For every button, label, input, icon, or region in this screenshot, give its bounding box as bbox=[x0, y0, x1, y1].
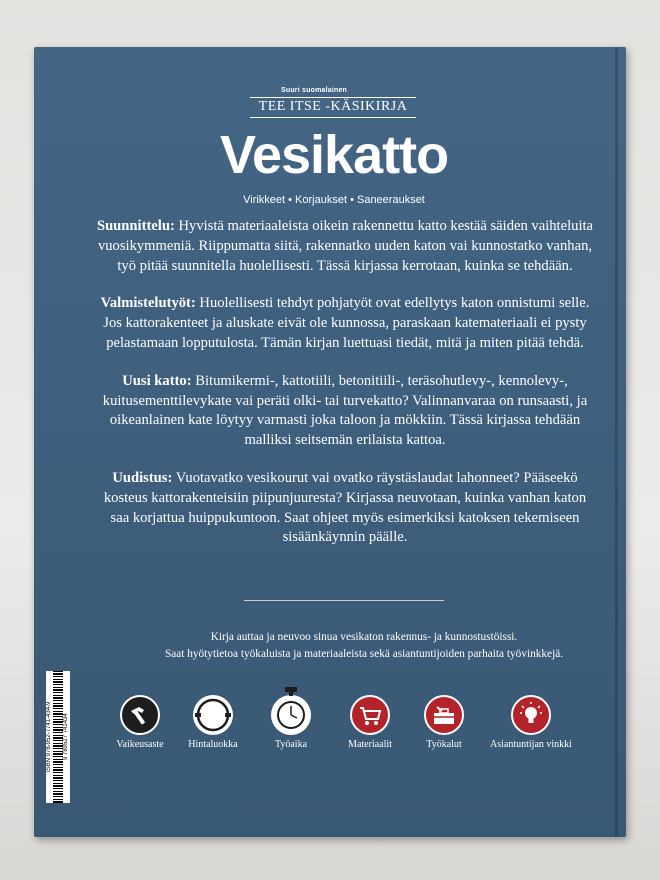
hammer-icon bbox=[120, 695, 160, 735]
barcode-bars bbox=[53, 671, 63, 803]
supertitle: Suuri suomalainen bbox=[280, 87, 348, 94]
divider bbox=[244, 600, 444, 601]
legend-item-hintaluokka bbox=[168, 695, 258, 750]
shopping-cart-icon bbox=[350, 695, 390, 735]
description-sections bbox=[96, 217, 594, 566]
section-heading: Suunnittelu: bbox=[96, 218, 175, 234]
section-valmistelutyot bbox=[96, 294, 594, 353]
legend-label: Työaika bbox=[274, 739, 308, 750]
book-back-cover bbox=[34, 47, 626, 837]
spine-edge bbox=[615, 47, 618, 837]
series-rule-top bbox=[250, 97, 416, 98]
section-suunnittelu bbox=[96, 217, 594, 276]
legend-icons bbox=[96, 695, 596, 755]
section-text: Huolellisesti tehdyt pohjatyöt ovat edellytys katon onnistumi selle. Jos kattorakenteet ja aluskate eivät ole kunnossa, paraskaan katemateriaali ei pysty pelastamaan lopputulosta. Tämän kirjan luettuasi tiedät, mitä ja miten pitää tehdä. bbox=[103, 295, 590, 351]
section-heading: Uudistus: bbox=[112, 469, 173, 486]
section-heading: Uusi katto: bbox=[122, 372, 192, 389]
legend-item-tyoaika bbox=[246, 695, 336, 750]
section-text: Bitumikermi-, kattotiili, betonitiili-, teräsohutlevy-, kennolevy-, kuitusementtilevykate vai peräti olki- tai turvekatto? Valinnanvaraa on runsaasti, ja oikeanlainen kate löytyy varmasti joka taloon ja mökkiin. Tässä kirjassa tehdään malliksi seitsemän erilaista kattoa. bbox=[102, 372, 588, 449]
intro-line-1: Kirja auttaa ja neuvoo sinua vesikaton rakennus- ja kunnostustöissi. bbox=[210, 631, 518, 643]
intro-text bbox=[144, 629, 584, 663]
legend-label: Asiantuntijan vinkki bbox=[490, 739, 572, 750]
legend-item-tyokalut bbox=[399, 695, 489, 750]
lightbulb-icon bbox=[511, 695, 551, 735]
book-subtitle: Virikkeet • Korjaukset • Saneeraukset bbox=[243, 194, 425, 206]
legend-label: Vaikeusaste bbox=[116, 739, 164, 750]
legend-item-asiantuntijan-vinkki bbox=[486, 695, 576, 750]
isbn-text: ISBN 978-952-7741-434-9 bbox=[46, 701, 52, 773]
barcode-number: 9 789527 741434 bbox=[62, 713, 69, 761]
toolbox-icon bbox=[424, 695, 464, 735]
barcode bbox=[46, 671, 70, 803]
section-heading: Valmistelutyöt: bbox=[100, 295, 196, 312]
section-text: Hyvistä materiaaleista oikein rakennettu katto kestää säiden vaihteluita vuosikymmeniä. Riippumatta siitä, rakennatko uuden katon vai kunnostatko vanhan, työ pitää suunnitella huolellisesti. Tässä kirjassa kerrotaan, kuinka se tehdään. bbox=[97, 218, 594, 274]
intro-line-2: Saat hyötytietoa työkaluista ja materiaaleista sekä asiantuntijoiden parhaita työvinkkejä. bbox=[164, 648, 564, 660]
series-title: TEE ITSE -KÄSIKIRJA bbox=[258, 99, 408, 114]
stopwatch-icon bbox=[271, 695, 311, 735]
section-uudistus bbox=[96, 469, 594, 548]
section-uusi-katto bbox=[96, 372, 594, 451]
legend-label: Työkalut bbox=[426, 739, 462, 750]
coin-icon bbox=[193, 695, 233, 735]
book-title: Vesikatto bbox=[219, 125, 449, 185]
legend-label: Hintaluokka bbox=[188, 739, 238, 750]
legend-label: Materiaalit bbox=[348, 739, 392, 750]
section-text: Vuotavatko vesikourut vai ovatko räystäslaudat lahonneet? Pääseekö kosteus kattorakenteisiin piipunjuuresta? Kirjassa neuvotaan, kuinka vanhan katon saa korjattua huippukuntoon. Saat ohjeet myös esimerkiksi katoksen tekemiseen sisäänkäynnin päälle. bbox=[103, 469, 587, 546]
